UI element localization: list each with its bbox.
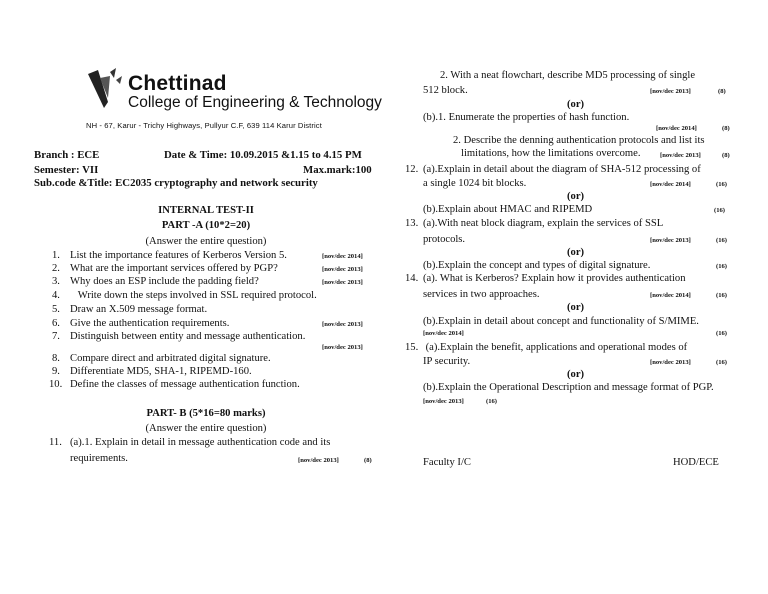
or-separator: (or) <box>567 369 585 380</box>
question-text: Why does an ESP include the padding field? <box>70 276 259 287</box>
hod-signature-label: HOD/ECE <box>673 457 719 468</box>
question-number: 2. <box>52 263 60 274</box>
question-text: Compare direct and arbitrated digital signature. <box>70 353 271 364</box>
question-tag: [nov/dec 2013] <box>423 398 464 405</box>
subject-code-label: Sub.code &Title: EC2035 cryptography and network security <box>34 177 318 189</box>
question-tag: [nov/dec 2014] <box>656 125 697 132</box>
question-text: limitations, how the limitations overcome. <box>461 148 641 159</box>
question-marks: (8) <box>364 457 372 464</box>
or-separator: (or) <box>567 247 585 258</box>
question-text: Distinguish between entity and message authentication. <box>70 331 306 342</box>
college-logo-icon <box>86 68 130 114</box>
question-text: Differentiate MD5, SHA-1, RIPEMD-160. <box>70 366 252 377</box>
question-marks: (16) <box>716 359 727 366</box>
question-text: List the importance features of Kerberos Version 5. <box>70 250 287 261</box>
or-separator: (or) <box>567 99 585 110</box>
question-number: 14. <box>405 273 419 284</box>
question-number: 4. <box>52 290 60 301</box>
question-text: a single 1024 bit blocks. <box>423 178 527 189</box>
question-text: requirements. <box>70 453 128 464</box>
question-text: (a).Explain in detail about the diagram of SHA-512 processing of <box>423 164 701 175</box>
question-number: 11. <box>49 437 62 448</box>
question-text: (b).Explain the Operational Description and message format of PGP. <box>423 382 714 393</box>
question-marks: (8) <box>718 88 726 95</box>
max-mark-label: Max.mark:100 <box>303 164 372 176</box>
question-text: (a).With neat block diagram, explain the services of SSL <box>423 218 664 229</box>
part-a-title: PART -A (10*2=20) <box>161 220 251 231</box>
question-marks: (16) <box>716 181 727 188</box>
question-marks: (16) <box>716 263 727 270</box>
test-title: INTERNAL TEST-II <box>158 205 254 216</box>
question-marks: (16) <box>716 292 727 299</box>
question-tag: [nov/dec 2014] <box>650 181 691 188</box>
question-number: 13. <box>405 218 419 229</box>
question-text: (a).1. Explain in detail in message authentication code and its <box>70 437 331 448</box>
or-separator: (or) <box>567 191 585 202</box>
question-tag: [nov/dec 2013] <box>650 88 691 95</box>
question-text: (a). What is Kerberos? Explain how it provides authentication <box>423 273 686 284</box>
question-number: 5. <box>52 304 60 315</box>
question-text: protocols. <box>423 234 466 245</box>
question-text: Write down the steps involved in SSL required protocol. <box>70 290 317 301</box>
question-tag: [nov/dec 2013] <box>322 266 363 273</box>
question-marks: (16) <box>486 398 497 405</box>
question-marks: (16) <box>716 237 727 244</box>
question-tag: [nov/dec 2014] <box>650 292 691 299</box>
question-number: 7. <box>52 331 60 342</box>
question-number: 6. <box>52 318 60 329</box>
question-text: What are the important services offered by PGP? <box>70 263 278 274</box>
branch-label: Branch : ECE <box>34 149 100 161</box>
question-text: (b).Explain in detail about concept and functionality of S/MIME. <box>423 316 699 327</box>
question-tag: [nov/dec 2013] <box>322 344 363 351</box>
question-text: 2. With a neat flowchart, describe MD5 processing of single <box>440 70 696 81</box>
question-marks: (8) <box>722 125 730 132</box>
college-name: Chettinad <box>128 72 227 95</box>
question-text: 512 block. <box>423 85 468 96</box>
question-text: (b).Explain the concept and types of digital signature. <box>423 260 651 271</box>
date-time-label: Date & Time: 10.09.2015 &1.15 to 4.15 PM <box>164 149 362 161</box>
question-tag: [nov/dec 2013] <box>322 321 363 328</box>
question-number: 3. <box>52 276 60 287</box>
question-marks: (16) <box>716 330 727 337</box>
question-tag: [nov/dec 2013] <box>660 152 701 159</box>
question-text: Give the authentication requirements. <box>70 318 230 329</box>
question-number: 9. <box>52 366 60 377</box>
semester-label: Semester: VII <box>34 164 99 176</box>
question-text: 2. Describe the denning authentication protocols and list its <box>453 135 705 146</box>
part-b-instruction: (Answer the entire question) <box>145 423 267 434</box>
question-text: services in two approaches. <box>423 289 540 300</box>
question-text: (a).Explain the benefit, applications and operational modes of <box>423 342 688 353</box>
part-a-instruction: (Answer the entire question) <box>145 236 267 247</box>
question-marks: (8) <box>722 152 730 159</box>
or-separator: (or) <box>567 302 585 313</box>
question-tag: [nov/dec 2014] <box>322 253 363 260</box>
college-address: NH - 67, Karur - Trichy Highways, Pullyur C.F, 639 114 Karur District <box>86 121 322 130</box>
question-text: (b).1. Enumerate the properties of hash function. <box>423 112 630 123</box>
question-text: (b).Explain about HMAC and RIPEMD <box>423 204 593 215</box>
question-tag: [nov/dec 2013] <box>650 359 691 366</box>
faculty-signature-label: Faculty I/C <box>423 457 471 468</box>
question-number: 8. <box>52 353 60 364</box>
question-tag: [nov/dec 2014] <box>423 330 464 337</box>
question-number: 1. <box>52 250 60 261</box>
part-b-title: PART- B (5*16=80 marks) <box>146 408 266 419</box>
question-number: 15. <box>405 342 419 353</box>
question-text: Define the classes of message authentication function. <box>70 379 300 390</box>
question-marks: (16) <box>714 207 725 214</box>
college-subtitle: College of Engineering & Technology <box>128 94 382 111</box>
question-number: 10. <box>49 379 63 390</box>
question-text: IP security. <box>423 356 471 367</box>
question-text: Draw an X.509 message format. <box>70 304 208 315</box>
question-number: 12. <box>405 164 419 175</box>
question-tag: [nov/dec 2013] <box>650 237 691 244</box>
question-tag: [nov/dec 2013] <box>298 457 339 464</box>
question-tag: [nov/dec 2013] <box>322 279 363 286</box>
